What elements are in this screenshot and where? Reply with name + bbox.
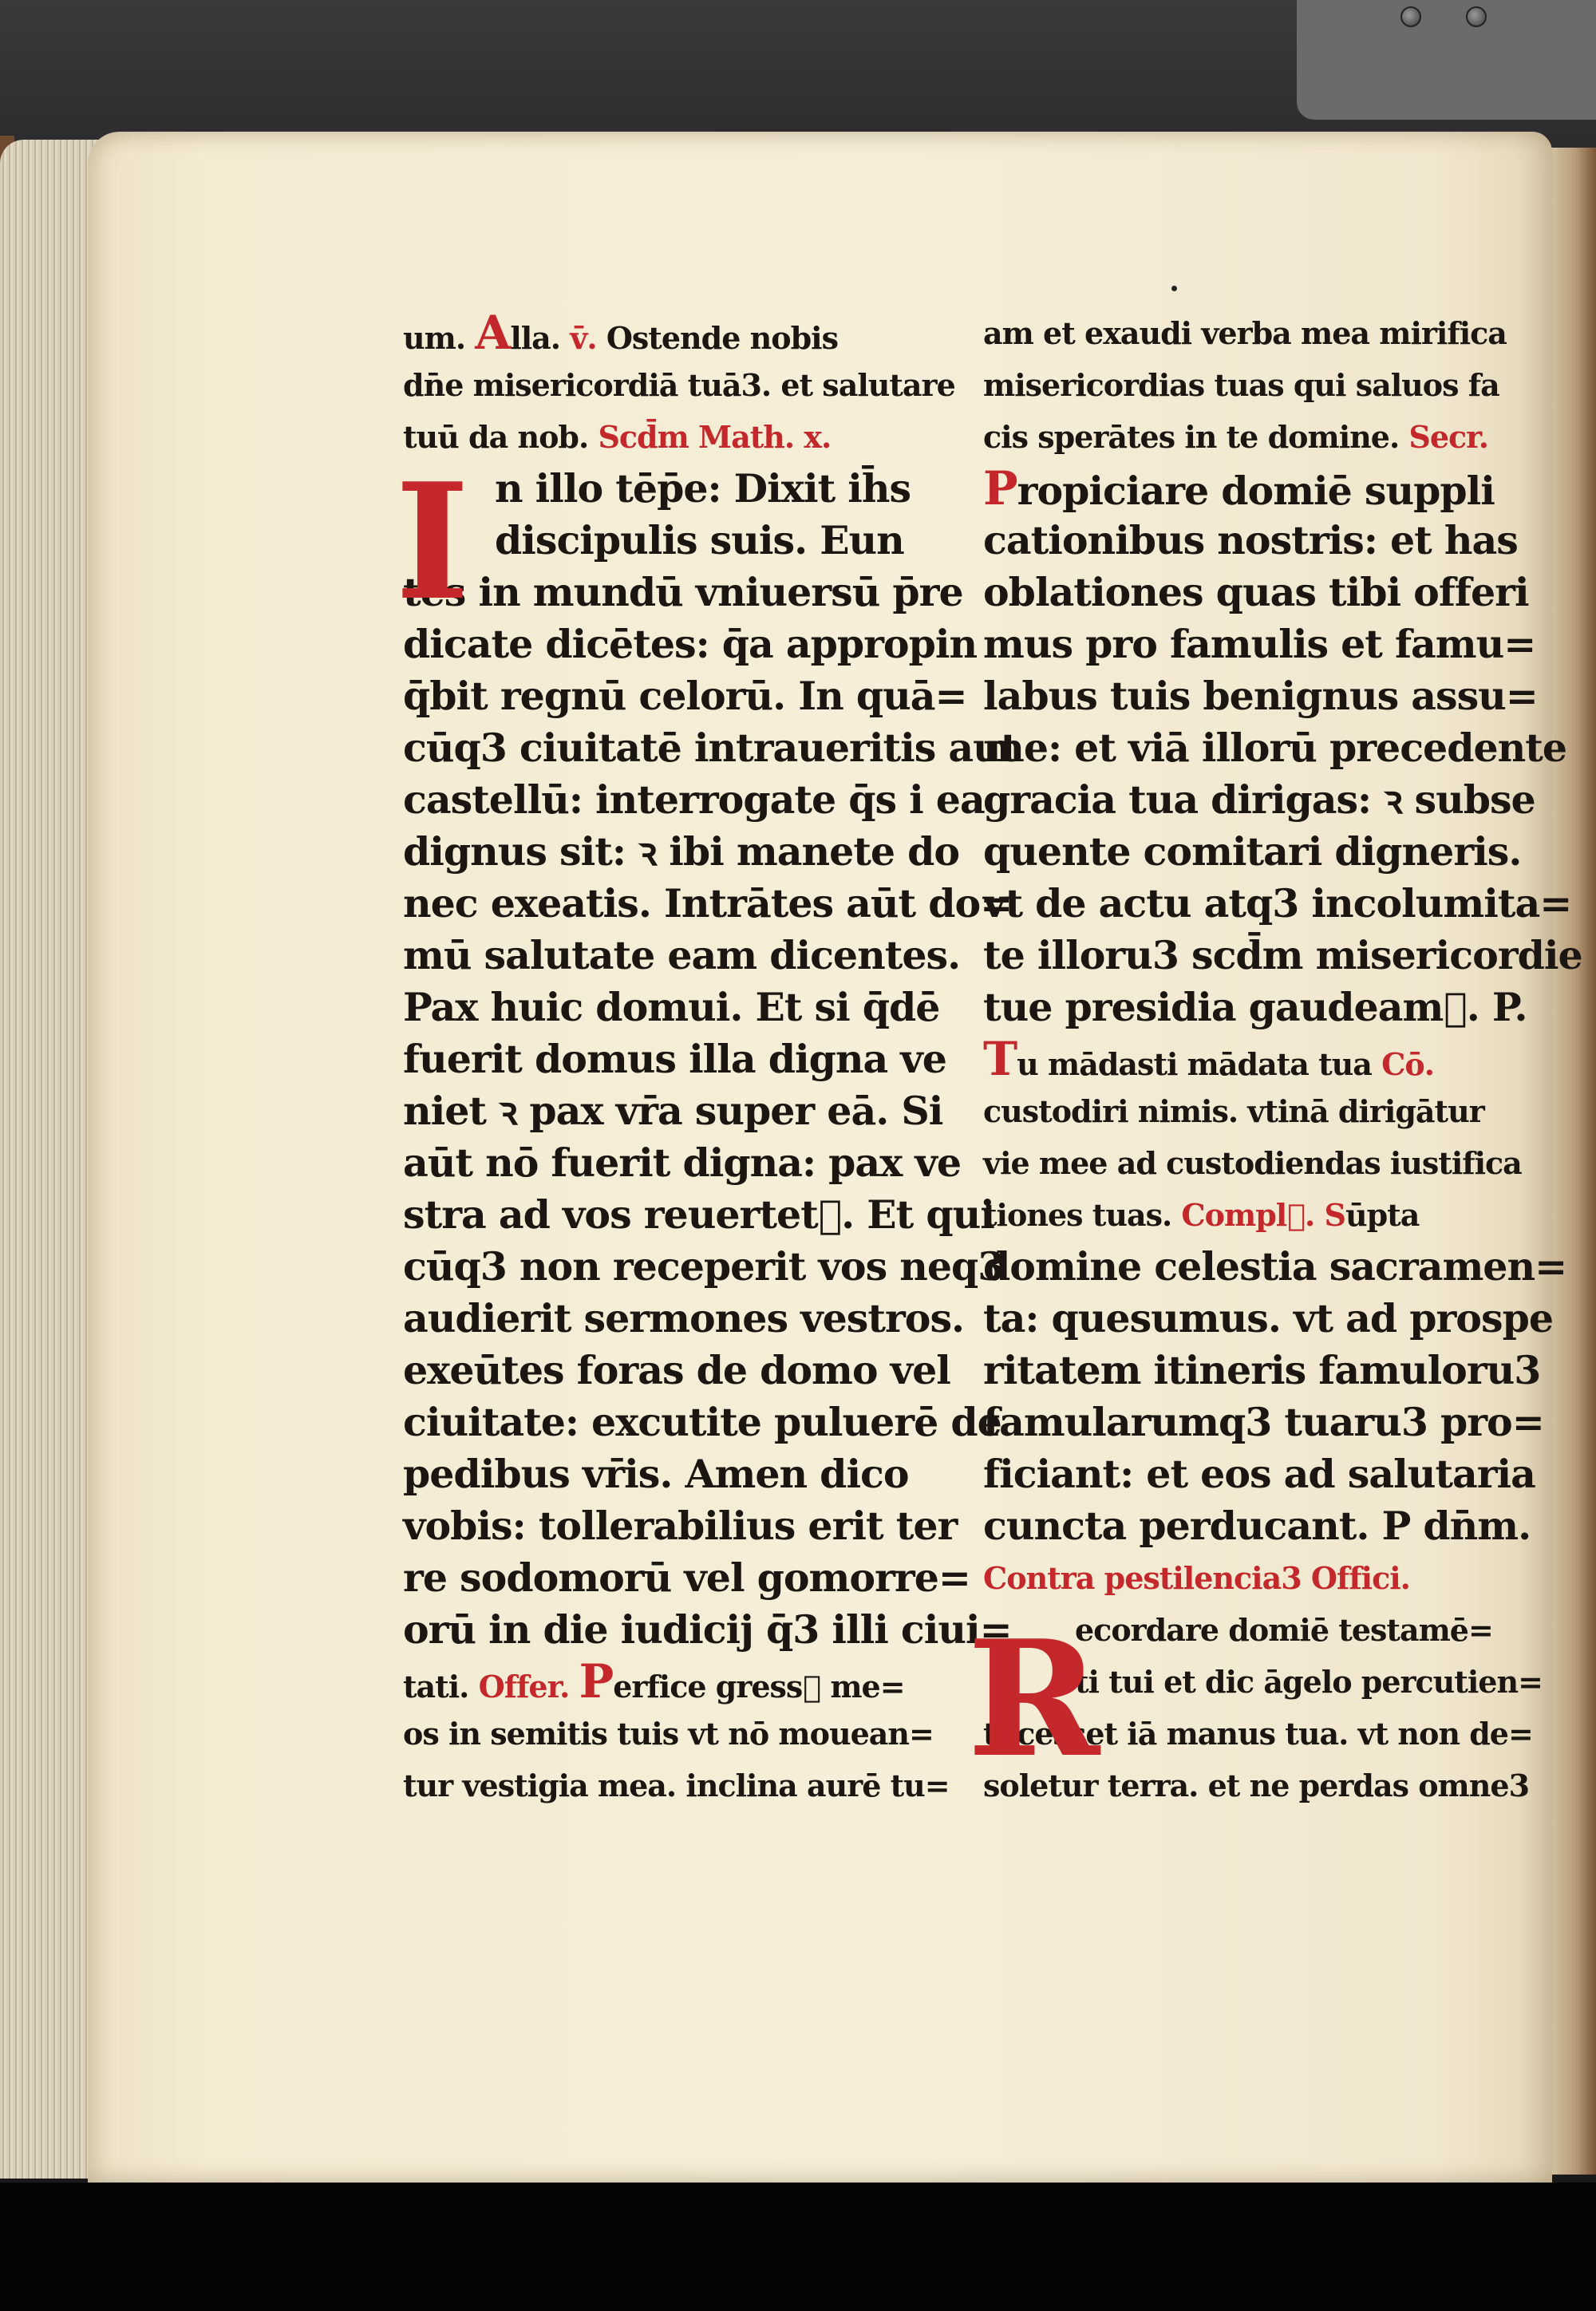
text-line	[983, 411, 1494, 463]
text-line	[403, 1708, 934, 1760]
text-line	[403, 1654, 905, 1709]
text-line	[403, 930, 961, 982]
text-line	[403, 1293, 965, 1345]
body-text: stra ad vos reuertet᷑. Et qui	[403, 1191, 994, 1238]
rubric-text: P	[983, 461, 1017, 516]
text-lines	[983, 307, 1582, 1811]
text-line	[983, 1137, 1522, 1189]
body-text: u mādasti mādata tua	[1017, 1046, 1382, 1082]
text-line	[983, 1500, 1531, 1552]
body-text: ta: quesumus. vt ad prospe	[983, 1295, 1554, 1341]
body-text: Ostende nobis	[606, 320, 839, 356]
body-text: custodiri nimis. vtinā dirigātur	[983, 1093, 1484, 1129]
body-text: tati.	[403, 1669, 479, 1705]
text-line	[983, 1033, 1494, 1085]
body-text: vobis: tollerabilius erit ter	[403, 1503, 958, 1549]
body-text: audierit sermones vestros.	[403, 1295, 965, 1341]
body-text: aūt nō fuerit digna: pax ve	[403, 1140, 962, 1186]
text-line	[403, 1604, 1012, 1656]
rubric-text: T	[983, 1032, 1017, 1086]
body-text: cuncta perducant. P dn̄m.	[983, 1503, 1531, 1549]
body-text: tur vestigia mea. inclina aurē tu=	[403, 1768, 950, 1803]
text-line	[403, 774, 985, 826]
rubric-text: A	[475, 306, 511, 360]
left-text-column	[395, 306, 1018, 1811]
body-text: labus tuis benignus assu=	[983, 673, 1538, 719]
scanner-base	[0, 2183, 1596, 2311]
right-text-column	[967, 307, 1582, 1811]
rubric-text: Secr.	[1408, 419, 1488, 455]
body-text: discipulis suis. Eun	[495, 517, 904, 563]
body-text: gracia tua dirigas: ꝛ subse	[983, 776, 1535, 823]
body-text: famularumq3 tuaru3 pro=	[983, 1399, 1544, 1445]
ink-mark	[1171, 286, 1177, 291]
body-text: mus pro famulis et famu=	[983, 621, 1536, 667]
body-text: lla.	[510, 320, 571, 356]
text-line	[983, 1345, 1541, 1396]
body-text: ūpta	[1345, 1197, 1420, 1233]
body-text: soletur terra. et ne perdas omne3	[983, 1768, 1530, 1803]
text-line	[403, 463, 911, 515]
rubric-text: P	[579, 1654, 614, 1709]
text-line	[403, 1189, 994, 1241]
body-text: fuerit domus illa digna ve	[403, 1036, 946, 1082]
text-line	[983, 1085, 1494, 1137]
body-text: orū in die iudicij q̄3 illi ciui=	[403, 1606, 1012, 1653]
rubric-text: Compl᷒. S	[1181, 1197, 1345, 1233]
text-line	[983, 670, 1538, 722]
body-text: misericordias tuas qui saluos fa	[983, 367, 1499, 403]
text-line	[983, 463, 1494, 515]
text-line	[983, 982, 1527, 1033]
text-line	[983, 567, 1529, 618]
rubric-text: Scd̄m Math. x.	[598, 419, 832, 455]
body-text: cationibus nostris: et has	[983, 517, 1518, 563]
text-line	[983, 1293, 1554, 1345]
body-text: cis sperātes in te domine.	[983, 419, 1409, 455]
text-line	[403, 307, 898, 359]
body-text: tuū da nob.	[403, 419, 598, 455]
body-text: tiones tuas.	[983, 1197, 1182, 1233]
text-line	[403, 878, 1013, 930]
body-text: ti tui et dic āgelo percutien=	[1075, 1664, 1543, 1700]
text-line	[403, 1500, 958, 1552]
text-line	[403, 618, 978, 670]
text-line	[983, 307, 1507, 359]
text-line	[403, 1760, 950, 1811]
body-text: dignus sit: ꝛ ibi manete do	[403, 828, 960, 875]
text-line	[403, 1137, 962, 1189]
text-line	[403, 722, 1018, 774]
body-text: castellū: interrogate q̄s i ea	[403, 776, 985, 823]
body-text: dicate dicētes: q̄a appropin	[403, 621, 978, 667]
text-line	[403, 515, 904, 567]
screw-icon	[1466, 6, 1487, 27]
text-line	[983, 618, 1536, 670]
text-line	[983, 1448, 1535, 1500]
body-text: ciuitate: excutite puluerē de	[403, 1399, 1001, 1445]
text-line	[983, 930, 1582, 982]
body-text: exeūtes foras de domo vel	[403, 1347, 950, 1393]
text-line	[403, 1241, 1005, 1293]
text-line	[983, 722, 1567, 774]
body-text: os in semitis tuis vt nō mouean=	[403, 1716, 934, 1752]
text-line	[983, 1241, 1567, 1293]
text-line	[403, 982, 940, 1033]
text-line	[403, 1033, 946, 1085]
text-line	[403, 1552, 970, 1604]
body-text: ritatem itineris famuloru3	[983, 1347, 1541, 1393]
body-text: pedibus vr̄is. Amen dico	[403, 1451, 909, 1497]
text-line	[403, 1085, 943, 1137]
text-line	[403, 1345, 950, 1396]
body-text: am et exaudi verba mea mirifica	[983, 315, 1507, 351]
text-line	[983, 774, 1535, 826]
text-line	[983, 826, 1522, 878]
body-text: tes in mundū vniuersū p̄re	[403, 569, 963, 615]
body-text: vt de actu atq3 incolumita=	[983, 880, 1572, 926]
body-text: Pax huic domui. Et si q̄dē	[403, 984, 940, 1030]
body-text: dn̄e misericordiā tuā3. et salutare	[403, 367, 955, 403]
rubric-text: Cō.	[1381, 1046, 1434, 1082]
body-text: um.	[403, 320, 476, 356]
text-line	[983, 1552, 1494, 1604]
body-text: erfice gress᷒ me=	[613, 1669, 905, 1705]
rubric-text: v̄.	[570, 320, 606, 356]
screw-icon	[1400, 6, 1421, 27]
body-text: cūq3 non receperit vos neq3	[403, 1243, 1005, 1290]
body-text: te illoru3 scd̄m misericordie	[983, 932, 1582, 978]
body-text: vie mee ad custodiendas iustifica	[983, 1145, 1522, 1181]
text-line	[403, 411, 898, 463]
text-line	[403, 1396, 1001, 1448]
text-line	[983, 1189, 1494, 1241]
body-text: ti cesset iā manus tua. vt non de=	[983, 1716, 1533, 1752]
text-line	[403, 826, 960, 878]
body-text: me: et viā illorū precedente	[983, 725, 1567, 771]
body-text: n illo tēp̄e: Dixit ih̄s	[495, 465, 911, 512]
page-stack-edge	[0, 140, 100, 2179]
text-line	[983, 359, 1499, 411]
body-text: cūq3 ciuitatē intraueritis aut	[403, 725, 1018, 771]
body-text: nec exeatis. Intrātes aūt do=	[403, 880, 1013, 926]
body-text: mū salutate eam dicentes.	[403, 932, 961, 978]
body-text: domine celestia sacramen=	[983, 1243, 1567, 1290]
body-text: tue presidia gaudeam᷒. P.	[983, 984, 1527, 1030]
body-text: ecordare domiē testamē=	[1075, 1612, 1493, 1648]
text-lines	[403, 306, 1018, 1811]
text-line	[403, 1448, 909, 1500]
body-text: oblationes quas tibi offeri	[983, 569, 1529, 615]
body-text: ficiant: et eos ad salutaria	[983, 1451, 1535, 1497]
rubric-text: Offer.	[478, 1669, 579, 1705]
body-text: re sodomorū vel gomorre=	[403, 1554, 970, 1601]
initial-letter: I	[395, 448, 470, 636]
text-line	[983, 878, 1572, 930]
body-text: niet ꝛ pax vr̄a super eā. Si	[403, 1088, 943, 1134]
text-line	[983, 1396, 1544, 1448]
text-line	[403, 567, 963, 618]
initial-letter: R	[967, 1606, 1100, 1793]
scanner-clamp	[1297, 0, 1596, 120]
body-text: ropiciare domiē suppli	[1017, 468, 1495, 514]
text-line	[983, 515, 1518, 567]
body-text: q̄bit regnū celorū. In quā=	[403, 673, 967, 719]
rubric-text: Contra pestilencia3 Offici.	[983, 1560, 1410, 1596]
text-line	[403, 670, 967, 722]
body-text: quente comitari digneris.	[983, 828, 1522, 875]
text-line	[403, 359, 955, 411]
